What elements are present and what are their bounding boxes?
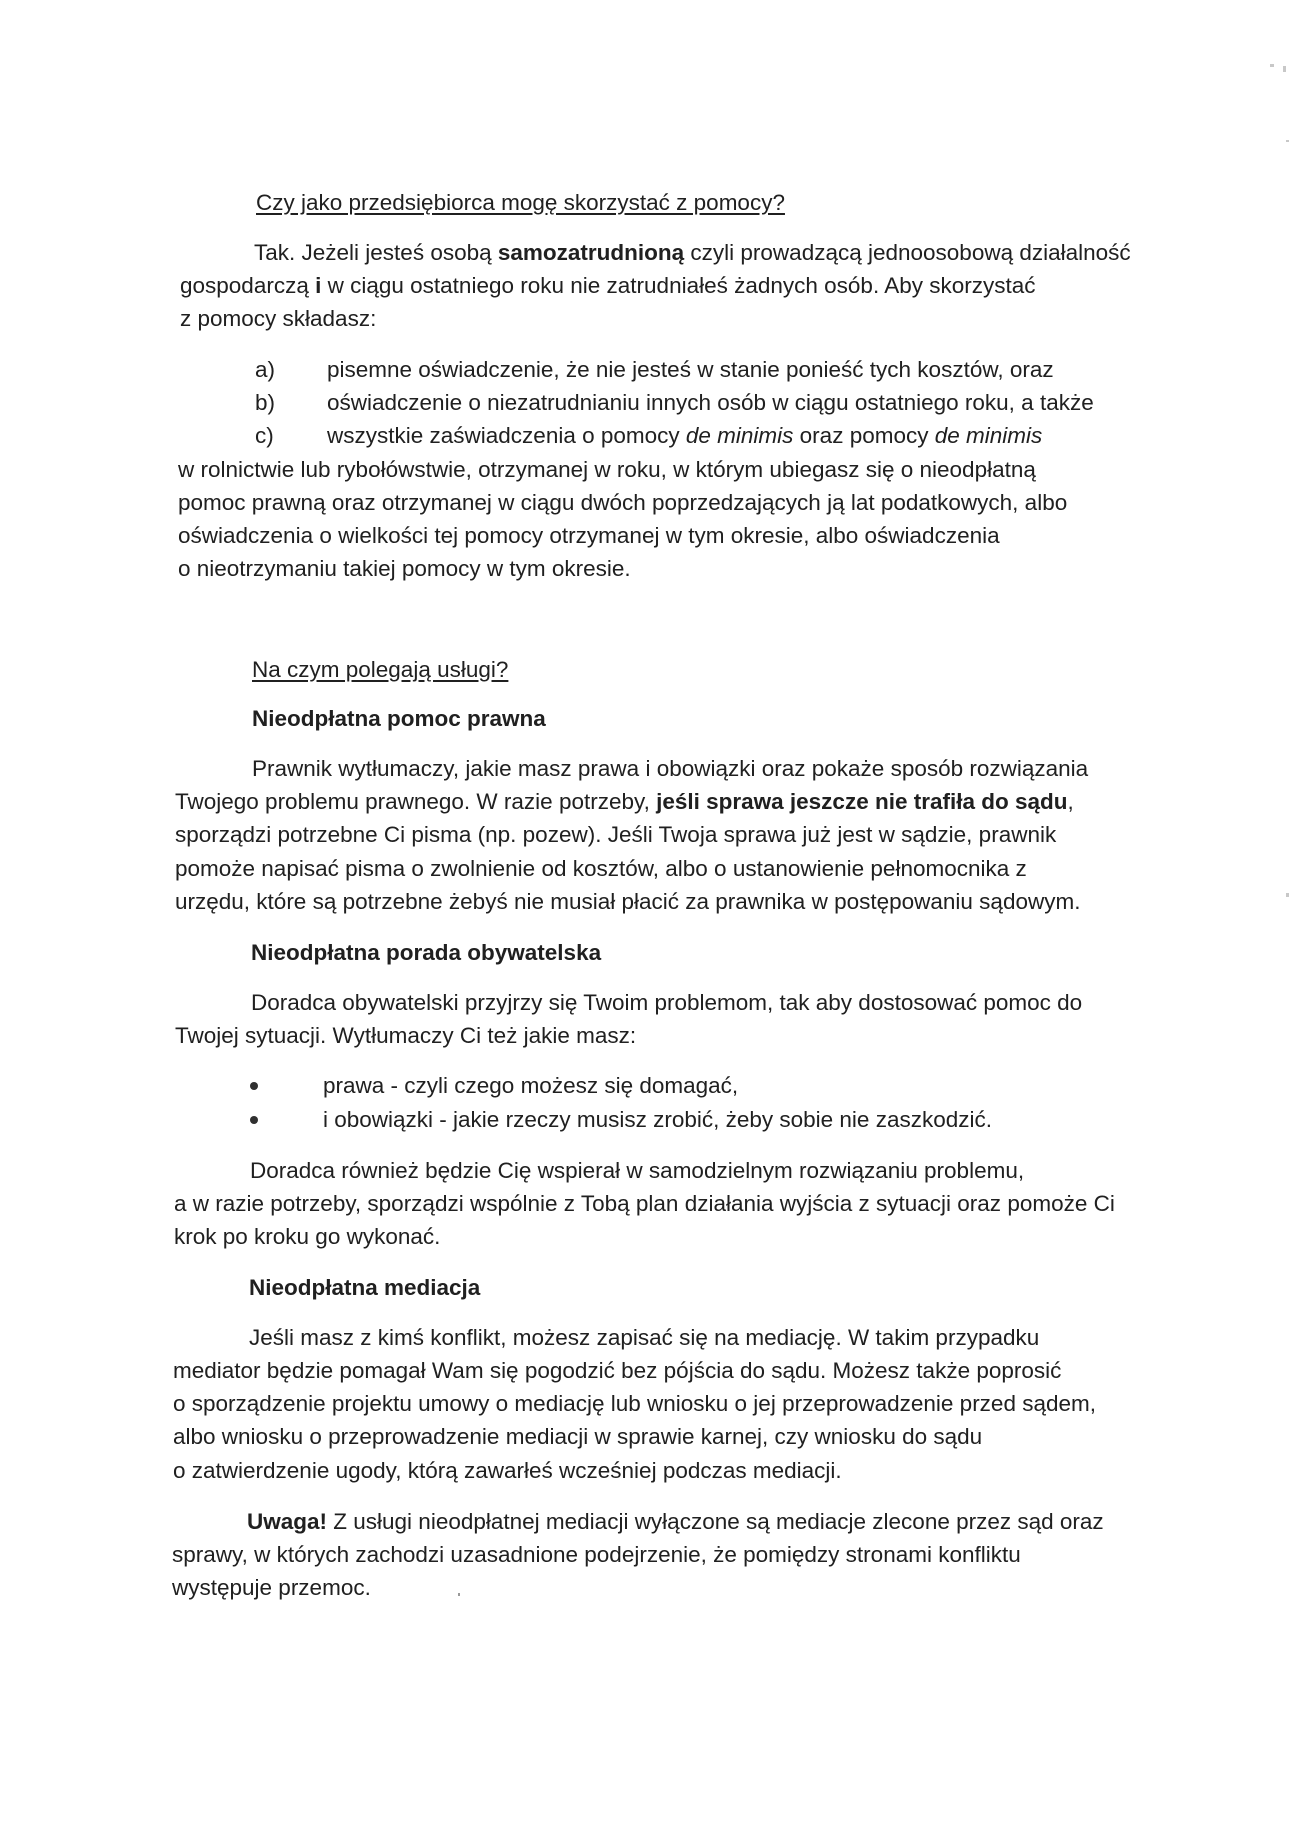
paragraph-line: krok po kroku go wykonać. — [174, 1224, 441, 1249]
paragraph-line: sporządzi potrzebne Ci pisma (np. pozew). Jeśli Twoja sprawa już jest w sądzie, prawnik — [175, 822, 1057, 847]
scan-speck — [458, 1593, 460, 1596]
text-run: Z usługi nieodpłatnej mediacji wyłączone są mediacje zlecone przez sąd oraz — [327, 1509, 1104, 1534]
bullet-icon — [250, 1116, 258, 1124]
paragraph-line: a w razie potrzeby, sporządzi wspólnie z Tobą plan działania wyjścia z sytuacji oraz pomoże Ci — [174, 1191, 1115, 1216]
paragraph-line: w rolnictwie lub rybołówstwie, otrzymanej w roku, w którym ubiegasz się o nieodpłatną — [178, 457, 1036, 482]
paragraph-line: o nieotrzymaniu takiej pomocy w tym okresie. — [178, 556, 631, 581]
list-item: pisemne oświadczenie, że nie jesteś w stanie ponieść tych kosztów, oraz — [327, 357, 1054, 382]
scan-speck — [1286, 893, 1289, 897]
bold-text: i — [315, 273, 322, 298]
section-heading-services: Na czym polegają usługi? — [252, 657, 509, 682]
bold-text: jeśli sprawa jeszcze nie trafiła do sądu — [656, 789, 1068, 814]
paragraph-line: albo wniosku o przeprowadzenie mediacji w sprawie karnej, czy wniosku do sądu — [173, 1424, 983, 1449]
section-heading-entrepreneur: Czy jako przedsiębiorca mogę skorzystać z pomocy? — [256, 190, 785, 215]
text-run: gospodarczą — [180, 273, 316, 298]
paragraph-line: występuje przemoc. — [172, 1575, 371, 1600]
list-item — [327, 425, 1042, 448]
scan-speck — [1283, 66, 1286, 72]
text-run: w ciągu ostatniego roku nie zatrudniałeś żadnych osób. Aby skorzystać — [321, 273, 1036, 298]
paragraph-line: Twojej sytuacji. Wytłumaczy Ci też jakie masz: — [175, 1023, 637, 1048]
paragraph-line: z pomocy składasz: — [180, 306, 377, 331]
paragraph-line: pomoc prawną oraz otrzymanej w ciągu dwóch poprzedzających ją lat podatkowych, albo — [178, 490, 1068, 515]
note-line — [247, 1511, 1104, 1534]
text-run: Tak. Jeżeli jesteś osobą — [254, 240, 498, 265]
subheading-civic-advice: Nieodpłatna porada obywatelska — [251, 940, 602, 965]
text-run: czyli prowadzącą jednoosobową działalność — [684, 240, 1131, 265]
paragraph-line: o sporządzenie projektu umowy o mediację lub wniosku o jej przeprowadzenie przed sądem, — [173, 1391, 1096, 1416]
subheading-mediation: Nieodpłatna mediacja — [249, 1275, 481, 1300]
paragraph-line: pomoże napisać pisma o zwolnienie od kosztów, albo o ustanowienie pełnomocnika z — [175, 856, 1027, 881]
paragraph-line: Doradca również będzie Cię wspierał w samodzielnym rozwiązaniu problemu, — [250, 1158, 1025, 1183]
italic-text: de minimis — [685, 423, 794, 448]
list-marker: b) — [255, 390, 276, 415]
scan-speck — [1270, 64, 1274, 67]
list-item: prawa - czyli czego możesz się domagać, — [323, 1073, 739, 1098]
text-run: Twojego problemu prawnego. W razie potrzeby, — [175, 789, 657, 814]
text-run: oraz pomocy — [793, 423, 935, 448]
list-item: oświadczenie o niezatrudnianiu innych osób w ciągu ostatniego roku, a także — [327, 390, 1094, 415]
italic-text: de minimis — [934, 423, 1043, 448]
list-marker: c) — [255, 423, 274, 448]
paragraph-line: Doradca obywatelski przyjrzy się Twoim problemom, tak aby dostosować pomoc do — [251, 990, 1083, 1015]
paragraph-line: o zatwierdzenie ugody, którą zawarłeś wcześniej podczas mediacji. — [173, 1458, 842, 1483]
note-label: Uwaga! — [247, 1509, 328, 1534]
paragraph-line: urzędu, które są potrzebne żebyś nie musiał płacić za prawnika w postępowaniu sądowym. — [175, 889, 1081, 914]
text-run: wszystkie zaświadczenia o pomocy — [327, 423, 686, 448]
paragraph-line: Jeśli masz z kimś konflikt, możesz zapisać się na mediację. W takim przypadku — [249, 1325, 1040, 1350]
paragraph-line: sprawy, w których zachodzi uzasadnione podejrzenie, że pomiędzy stronami konfliktu — [172, 1542, 1021, 1567]
text-run: , — [1067, 789, 1074, 814]
scan-speck — [1286, 140, 1289, 142]
bold-text: samozatrudnioną — [497, 240, 685, 265]
paragraph-line: oświadczenia o wielkości tej pomocy otrzymanej w tym okresie, albo oświadczenia — [178, 523, 1000, 548]
list-item: i obowiązki - jakie rzeczy musisz zrobić, żeby sobie nie zaszkodzić. — [323, 1107, 992, 1132]
list-marker: a) — [255, 357, 276, 382]
subheading-legal-aid: Nieodpłatna pomoc prawna — [252, 706, 546, 731]
paragraph-line — [254, 242, 1131, 265]
paragraph-line — [180, 275, 1036, 298]
paragraph-line: Prawnik wytłumaczy, jakie masz prawa i obowiązki oraz pokaże sposób rozwiązania — [252, 756, 1089, 781]
bullet-icon — [250, 1082, 258, 1090]
paragraph-line — [175, 791, 1074, 814]
paragraph-line: mediator będzie pomagał Wam się pogodzić bez pójścia do sądu. Możesz także poprosić — [173, 1358, 1062, 1383]
